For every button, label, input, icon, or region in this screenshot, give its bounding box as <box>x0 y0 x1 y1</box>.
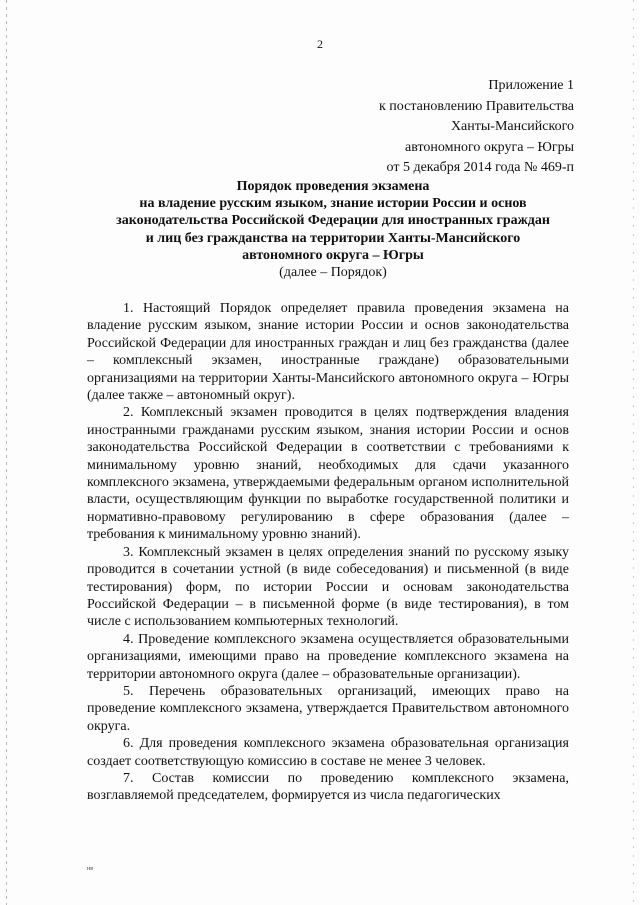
title-subtitle: (далее – Порядок) <box>279 265 387 281</box>
title-line-4: и лиц без гражданства на территории Ханты-Мансийского <box>145 230 521 246</box>
appendix-block <box>379 76 574 179</box>
appendix-line-4: автономного округа – Югры <box>405 139 574 155</box>
paragraph-4: 4. Проведение комплексного экзамена осуществляется образовательными организациями, имеющими право на проведение комплексного экзамена на территории автономного округа (далее – образовательные организации). <box>87 631 569 682</box>
scan-edge-right <box>633 0 634 905</box>
scan-edge-left <box>6 0 7 905</box>
title-line-2: на владение русским языком, знание истории России и основ <box>139 196 527 212</box>
paragraph-3: 3. Комплексный экзамен в целях определения знаний по русскому языку проводится в сочетании устной (в виде собеседования) и письменной (в виде тестирования) форм, по истории России и основам законодательства Российской Федерации – в письменной форме (в виде тестирования), в том числе с использованием компьютерных технологий. <box>87 544 569 630</box>
paragraph-6: 6. Для проведения комплексного экзамена образовательная организация создает соответствующую комиссию в составе не менее 3 человек. <box>87 736 569 769</box>
document-body <box>87 300 569 805</box>
title-line-5: автономного округа – Югры <box>242 247 424 263</box>
appendix-line-5: от 5 декабря 2014 года № 469-п <box>386 160 574 175</box>
title-line-1: Порядок проведения экзамена <box>236 179 430 194</box>
paragraph-2: 2. Комплексный экзамен проводится в целях подтверждения владения иностранными гражданами русским языком, знания истории России и основ законодательства Российской Федерации в соответствии с требованиями к минимальному уровню знаний, необходимых для сдачи указанного комплексного экзамена, утверждаемыми федеральным органом исполнительной власти, осуществляющим функции по выработке государственной политики и нормативно-правовому регулированию в сфере образования (далее – требования к минимальному уровню знаний). <box>87 405 569 543</box>
paragraph-1: 1. Настоящий Порядок определяет правила проведения экзамена на владение русским языком, знание истории России и основ законодательства Российской Федерации для иностранных граждан и лиц без гражданства (далее – комплексный экзамен, иностранные граждане) образовательными организациями на территории Ханты-Мансийского автономного округа – Югры (далее также – автономный округ). <box>87 301 569 404</box>
paragraph-7: 7. Состав комиссии по проведению комплексного экзамена, возглавляемой председателем, формируется из числа педагогических <box>87 770 569 804</box>
appendix-line-1: Приложение 1 <box>488 78 574 93</box>
footer-mark: нв <box>87 866 94 872</box>
document-title <box>86 178 580 281</box>
title-line-3: законодательства Российской Федерации для иностранных граждан <box>116 213 550 229</box>
appendix-line-2: к постановлению Правительства <box>378 98 574 114</box>
appendix-line-3: Ханты-Мансийского <box>450 119 574 134</box>
paragraph-5: 5. Перечень образовательных организаций, имеющих право на проведение комплексного экзамена, утверждается Правительством автономного округа. <box>87 683 569 734</box>
page-number: 2 <box>317 37 323 51</box>
